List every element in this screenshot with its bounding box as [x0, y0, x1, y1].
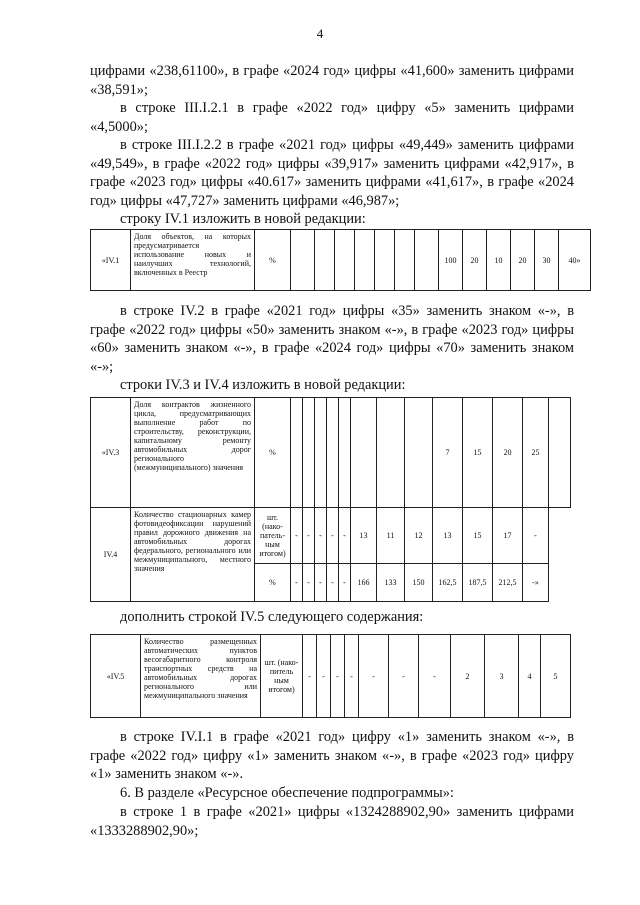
- paragraph: в строке IV.I.1 в графе «2021 год» цифру «1» заменить знаком «-», в графе «2022 год» цифру «1» заменить знаком «-», в графе «2023 год» цифру «1» заменить знаком «-».: [90, 729, 574, 783]
- value-cell: -: [303, 564, 315, 602]
- value-cell: 3: [485, 635, 519, 718]
- value-cell: 10: [487, 230, 511, 291]
- value-cell: [395, 230, 415, 291]
- value-cell: 12: [405, 508, 433, 564]
- row-code: «IV.1: [91, 230, 131, 291]
- value-cell: 20: [463, 230, 487, 291]
- value-cell: 17: [493, 508, 523, 564]
- value-cell: 150: [405, 564, 433, 602]
- value-cell: 2: [451, 635, 485, 718]
- table-row: [91, 635, 571, 718]
- value-cell: -: [345, 635, 359, 718]
- value-cell: 25: [523, 398, 549, 508]
- value-cell: 133: [377, 564, 405, 602]
- value-cell: [377, 398, 405, 508]
- page-number: 4: [316, 26, 324, 41]
- value-cell: -: [339, 508, 351, 564]
- value-cell: 5: [541, 635, 571, 718]
- table-iv1: [90, 229, 591, 291]
- row-unit: шт. (нако-питель ным итогом): [261, 635, 303, 718]
- value-cell: [339, 398, 351, 508]
- value-cell: [415, 230, 439, 291]
- value-cell: -: [331, 635, 345, 718]
- value-cell: 15: [463, 508, 493, 564]
- value-cell: 7: [433, 398, 463, 508]
- row-unit: %: [255, 398, 291, 508]
- value-cell: [303, 398, 315, 508]
- value-cell: 13: [351, 508, 377, 564]
- value-cell: 20: [511, 230, 535, 291]
- value-cell: 4: [519, 635, 541, 718]
- value-cell: [405, 398, 433, 508]
- paragraph: строки IV.3 и IV.4 изложить в новой редакции:: [120, 377, 406, 393]
- table-iv3-iv4: [90, 397, 571, 602]
- paragraph: в строке III.I.2.2 в графе «2021 год» цифры «49,449» заменить цифрами «49,549», в графе «2022 год» цифры «39,917» заменить цифрами «42,917», в графе «2023 год» цифры «40.617» заменить цифрами «41,617», в графе «2024 год» цифры «47,727» заменить цифрами «46,987»;: [90, 137, 574, 209]
- paragraph: в строке III.I.2.1 в графе «2022 год» цифру «5» заменить цифрами «4,5000»;: [90, 100, 574, 135]
- value-cell: 11: [377, 508, 405, 564]
- row-unit: %: [255, 230, 291, 291]
- value-cell: -: [303, 635, 317, 718]
- row-description: Доля контрактов жизненного цикла, предусматривающих выполнение работ по строительству, реконструкции, капитальному ремонту автомобильных дорог регионального (межмуниципального) значения: [131, 398, 255, 508]
- table-row: [91, 398, 571, 508]
- value-cell: -: [327, 508, 339, 564]
- value-cell: -: [339, 564, 351, 602]
- value-cell: -: [359, 635, 389, 718]
- row-code: «IV.3: [91, 398, 131, 508]
- value-cell: [375, 230, 395, 291]
- value-cell: [315, 230, 335, 291]
- value-cell: 15: [463, 398, 493, 508]
- value-cell: -: [523, 508, 549, 564]
- value-cell: 40»: [559, 230, 591, 291]
- value-cell: [549, 398, 571, 508]
- value-cell: -: [315, 508, 327, 564]
- table-row: [91, 508, 571, 564]
- value-cell: -: [327, 564, 339, 602]
- value-cell: [335, 230, 355, 291]
- row-code: IV.4: [91, 508, 131, 602]
- paragraph: строку IV.1 изложить в новой редакции:: [120, 211, 366, 227]
- value-cell: 187,5: [463, 564, 493, 602]
- value-cell: 13: [433, 508, 463, 564]
- table-iv5: [90, 634, 571, 718]
- value-cell: [355, 230, 375, 291]
- value-cell: [291, 398, 303, 508]
- row-description: Количество стационарных камер фотовидеофиксации нарушений правил дорожного движения на автомобильных дорогах федерального, регионального или межмуниципального, местного значения: [131, 508, 255, 602]
- row-description: Количество размещенных автоматических пунктов весогабаритного контроля транспортных средств на автомобильных дорогах регионального или межмуниципального значения: [141, 635, 261, 718]
- value-cell: -: [291, 508, 303, 564]
- paragraph: цифрами «238,61100», в графе «2024 год» цифры «41,600» заменить цифрами «38,591»;: [90, 63, 574, 98]
- row-unit: %: [255, 564, 291, 602]
- value-cell: -: [317, 635, 331, 718]
- value-cell: 166: [351, 564, 377, 602]
- value-cell: [351, 398, 377, 508]
- value-cell: -: [315, 564, 327, 602]
- value-cell: 30: [535, 230, 559, 291]
- value-cell: 162,5: [433, 564, 463, 602]
- value-cell: -: [389, 635, 419, 718]
- paragraph: в строке 1 в графе «2021» цифры «1324288902,90» заменить цифрами «1333288902,90»;: [90, 804, 574, 839]
- value-cell: -: [303, 508, 315, 564]
- value-cell: [315, 398, 327, 508]
- value-cell: 212,5: [493, 564, 523, 602]
- value-cell: -: [419, 635, 451, 718]
- table-row: [91, 230, 591, 291]
- value-cell: -»: [523, 564, 549, 602]
- row-code: «IV.5: [91, 635, 141, 718]
- paragraph: дополнить строкой IV.5 следующего содержания:: [120, 609, 424, 625]
- value-cell: -: [291, 564, 303, 602]
- value-cell: [291, 230, 315, 291]
- value-cell: 100: [439, 230, 463, 291]
- row-description: Доля объектов, на которых предусматривается использование новых и наилучших технологий, включенных в Реестр: [131, 230, 255, 291]
- paragraph: 6. В разделе «Ресурсное обеспечение подпрограммы»:: [120, 785, 454, 801]
- value-cell: 20: [493, 398, 523, 508]
- paragraph: в строке IV.2 в графе «2021 год» цифры «35» заменить знаком «-», в графе «2022 год» цифры «50» заменить знаком «-», в графе «2023 год» цифры «60» заменить знаком «-», в графе «2024 год» цифры «70» заменить знаком «-»;: [90, 303, 574, 375]
- value-cell: [327, 398, 339, 508]
- row-unit: шт. (нако-патель-ным итогом): [255, 508, 291, 564]
